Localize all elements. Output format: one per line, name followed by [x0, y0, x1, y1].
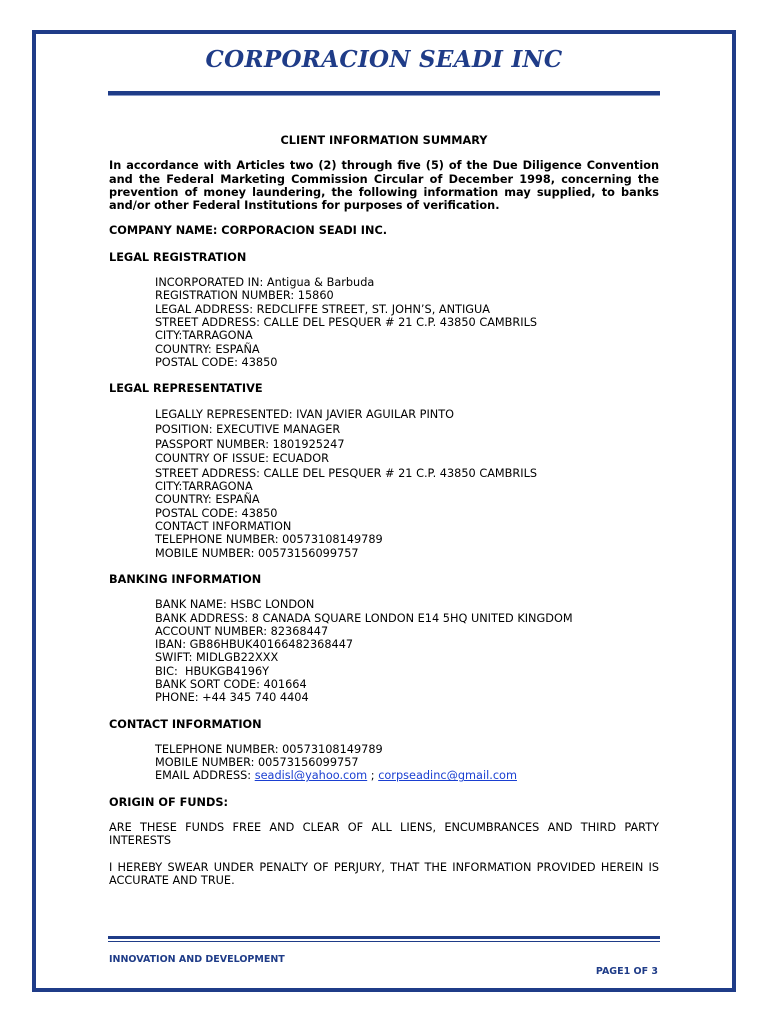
legal-registration-line: INCORPORATED IN: Antigua & Barbuda [155, 276, 375, 290]
banking-line: BANK ADDRESS: 8 CANADA SQUARE LONDON E14 5HQ UNITED KINGDOM [155, 611, 573, 625]
legal-registration-block [155, 276, 659, 369]
banking-line: BANK NAME: HSBC LONDON [155, 598, 315, 612]
page-number: PAGE1 OF 3 [595, 966, 658, 977]
legal-registration-line: REGISTRATION NUMBER: 15860 [155, 289, 334, 303]
legal-representative-line: POSTAL CODE: 43850 [155, 506, 278, 520]
email-label: EMAIL ADDRESS: [155, 769, 255, 783]
banking-information-heading: BANKING INFORMATION [109, 572, 262, 586]
footer-rule [108, 936, 660, 939]
contact-mobile: MOBILE NUMBER: 00573156099757 [155, 756, 359, 770]
legal-representative-line: CITY:TARRAGONA [155, 480, 253, 494]
email-link-gmail[interactable]: corpseadinc@gmail.com [378, 769, 517, 783]
legal-registration-line: POSTAL CODE: 43850 [155, 355, 278, 369]
footer-tagline: INNOVATION AND DEVELOPMENT [109, 954, 285, 965]
document-heading: CLIENT INFORMATION SUMMARY [280, 134, 488, 147]
company-name-line: COMPANY NAME: CORPORACION SEADI INC. [109, 224, 388, 238]
email-link-yahoo[interactable]: seadisl@yahoo.com [254, 769, 368, 783]
document-body [109, 134, 659, 887]
legal-representative-line: LEGALLY REPRESENTED: IVAN JAVIER AGUILAR PINTO [155, 408, 455, 422]
banking-line: PHONE: +44 345 740 4404 [155, 691, 309, 705]
legal-representative-line: STREET ADDRESS: CALLE DEL PESQUER # 21 C.P. 43850 CAMBRILS [155, 466, 538, 480]
legal-representative-line: COUNTRY OF ISSUE: ECUADOR [155, 452, 329, 466]
legal-registration-line: COUNTRY: ESPAÑA [155, 342, 260, 356]
legal-representative-line: CONTACT INFORMATION [155, 520, 292, 534]
legal-representative-block [155, 408, 659, 466]
banking-information-block [155, 598, 659, 704]
contact-email-line [155, 769, 659, 782]
footer-rule-thin [108, 941, 660, 942]
contact-information-heading: CONTACT INFORMATION [109, 717, 262, 731]
legal-representative-line: TELEPHONE NUMBER: 00573108149789 [155, 533, 383, 547]
legal-registration-line: CITY:TARRAGONA [155, 329, 253, 343]
banking-line: ACCOUNT NUMBER: 82368447 [155, 624, 329, 638]
legal-registration-heading: LEGAL REGISTRATION [109, 250, 247, 264]
company-title: CORPORACION SEADI INC [205, 46, 563, 73]
origin-of-funds-paragraph-1: ARE THESE FUNDS FREE AND CLEAR OF ALL LIENS, ENCUMBRANCES AND THIRD PARTY INTERESTS [109, 821, 659, 848]
email-separator: ; [367, 769, 379, 783]
legal-representative-heading: LEGAL REPRESENTATIVE [109, 382, 263, 396]
header-rule [108, 91, 660, 96]
intro-paragraph: In accordance with Articles two (2) through five (5) of the Due Diligence Convention and the Federal Marketing Commission Circular of December 1998, concerning the prevention of money laundering, the following information may supplied, to banks and/or other Federal Institutions for purposes of verification. [109, 159, 659, 213]
legal-representative-line: PASSPORT NUMBER: 1801925247 [155, 437, 345, 451]
legal-representative-line: COUNTRY: ESPAÑA [155, 493, 260, 507]
legal-registration-line: STREET ADDRESS: CALLE DEL PESQUER # 21 C.P. 43850 CAMBRILS [155, 315, 538, 329]
origin-of-funds-heading: ORIGIN OF FUNDS: [109, 795, 228, 809]
banking-line: IBAN: GB86HBUK40166482368447 [155, 638, 354, 652]
banking-line: BANK SORT CODE: 401664 [155, 677, 307, 691]
banking-line: BIC: HBUKGB4196Y [155, 664, 270, 678]
contact-telephone: TELEPHONE NUMBER: 00573108149789 [155, 742, 383, 756]
legal-representative-line: POSITION: EXECUTIVE MANAGER [155, 423, 341, 437]
banking-line: SWIFT: MIDLGB22XXX [155, 651, 279, 665]
legal-representative-line: MOBILE NUMBER: 00573156099757 [155, 546, 359, 560]
legal-representative-block-cont [155, 467, 659, 560]
legal-registration-line: LEGAL ADDRESS: REDCLIFFE STREET, ST. JOHN’S, ANTIGUA [155, 302, 491, 316]
origin-of-funds-paragraph-2: I HEREBY SWEAR UNDER PENALTY OF PERJURY, THAT THE INFORMATION PROVIDED HEREIN IS ACCURATE AND TRUE. [109, 860, 659, 887]
contact-information-block [155, 743, 659, 783]
